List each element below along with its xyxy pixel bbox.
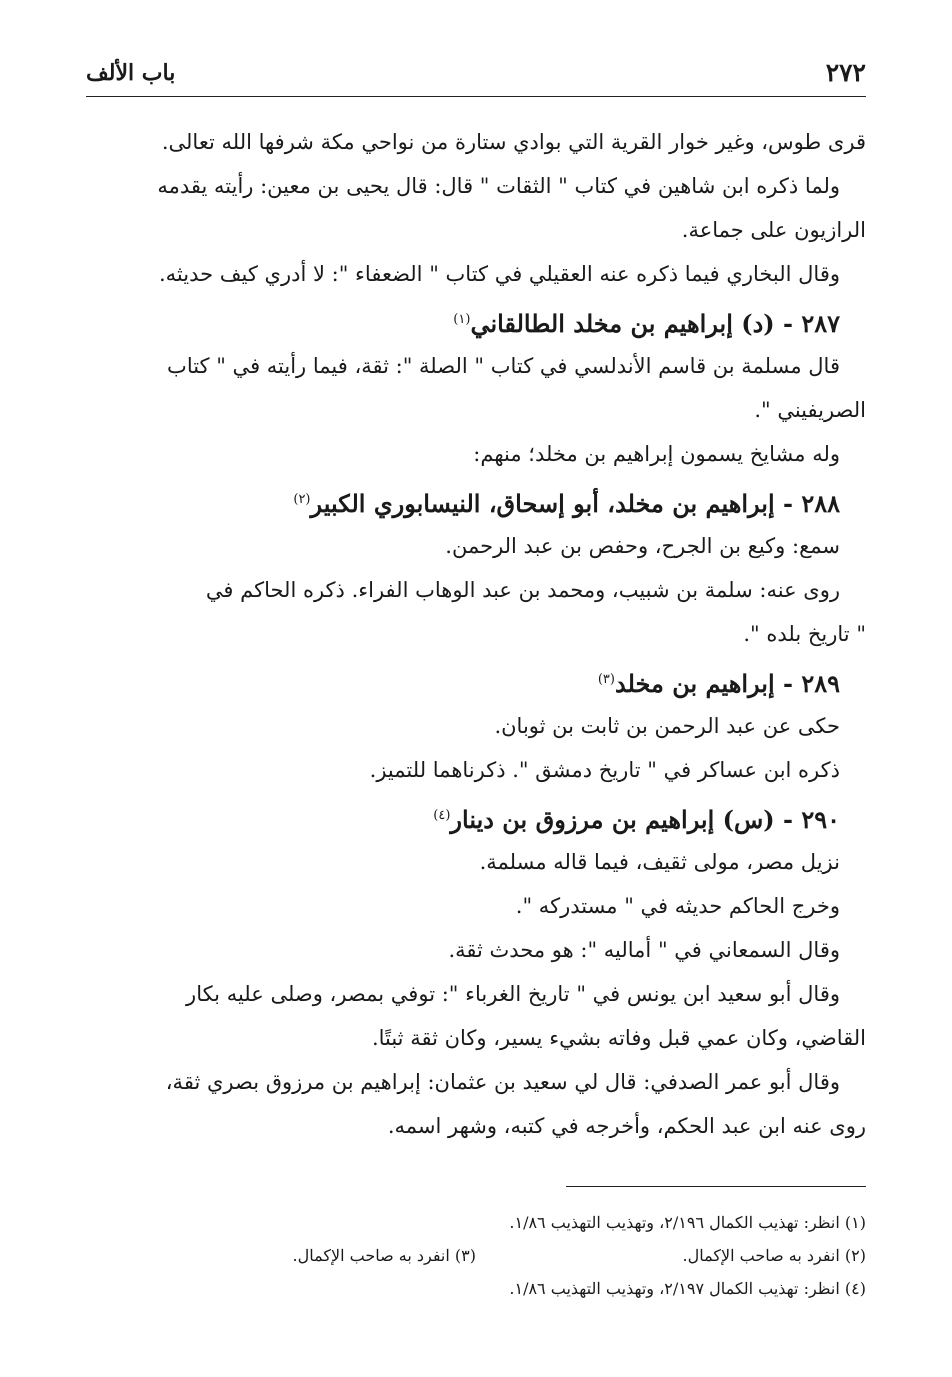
footnote-ref: (٣): [597, 672, 615, 687]
text-line: قال مسلمة بن قاسم الأندلسي في كتاب " الصلة ": ثقة، فيما رأيته في " كتاب: [167, 354, 840, 378]
footnote-1: (١) انظر: تهذيب الكمال ٢/١٩٦، وتهذيب التهذيب ١/٨٦.: [509, 1213, 866, 1232]
text-line: روى عنه ابن عبد الحكم، وأخرجه في كتبه، وشهر اسمه.: [387, 1114, 866, 1138]
footnote-ref: (٢): [293, 492, 311, 507]
text-line: الصريفيني ".: [754, 398, 866, 422]
text-line: ذكره ابن عساكر في " تاريخ دمشق ". ذكرناهما للتميز.: [369, 758, 840, 782]
entry-title: ٢٨٨ - إبراهيم بن مخلد، أبو إسحاق، النيسابوري الكبير: [310, 489, 840, 518]
entry-heading-288: [86, 476, 866, 524]
text-line: وخرج الحاكم حديثه في " مستدركه ".: [515, 894, 840, 918]
text-line: الرازيون على جماعة.: [681, 218, 866, 242]
page-number: ٢٧٢: [825, 58, 866, 87]
text-line: وقال البخاري فيما ذكره عنه العقيلي في كتاب " الضعفاء ": لا أدري كيف حديثه.: [159, 262, 840, 286]
entry-title: ٢٩٠ - (س) إبراهيم بن مرزوق بن دينار: [450, 805, 840, 834]
text-line: قرى طوس، وغير خوار القرية التي بوادي ستارة من نواحي مكة شرفها الله تعالى.: [161, 130, 866, 154]
text-line: روى عنه: سلمة بن شبيب، ومحمد بن عبد الوهاب الفراء. ذكره الحاكم في: [205, 578, 840, 602]
text-line: وله مشايخ يسمون إبراهيم بن مخلد؛ منهم:: [473, 442, 840, 466]
text-line: القاضي، وكان عمي قبل وفاته بشيء يسير، وكان ثقة ثبتًا.: [371, 1026, 866, 1050]
running-title: باب الألف: [86, 60, 176, 86]
footnote-row: [86, 1239, 866, 1272]
footnote-rule: [566, 1186, 866, 1187]
text-line: وقال السمعاني في " أماليه ": هو محدث ثقة.: [448, 938, 840, 962]
entry-title: ٢٨٧ - (د) إبراهيم بن مخلد الطالقاني: [470, 309, 840, 338]
page-header: [86, 58, 866, 94]
footnote-3: (٣) انفرد به صاحب الإكمال.: [292, 1246, 476, 1265]
entry-title: ٢٨٩ - إبراهيم بن مخلد: [614, 669, 840, 698]
text-line: " تاريخ بلده ".: [743, 622, 866, 646]
entry-heading-287: [86, 296, 866, 344]
footnote-4: (٤) انظر: تهذيب الكمال ٢/١٩٧، وتهذيب التهذيب ١/٨٦.: [509, 1279, 866, 1298]
footnote-ref: (١): [453, 312, 471, 327]
header-rule: [86, 96, 866, 97]
text-line: وقال أبو عمر الصدفي: قال لي سعيد بن عثمان: إبراهيم بن مرزوق بصري ثقة،: [165, 1070, 840, 1094]
text-line: حكى عن عبد الرحمن بن ثابت بن ثوبان.: [494, 714, 840, 738]
entry-heading-290: [86, 792, 866, 840]
text-line: نزيل مصر، مولى ثقيف، فيما قاله مسلمة.: [479, 850, 840, 874]
text-line: سمع: وكيع بن الجرح، وحفص بن عبد الرحمن.: [445, 534, 840, 558]
main-text: [86, 120, 866, 1148]
footnote-2: (٢) انفرد به صاحب الإكمال.: [682, 1246, 866, 1265]
footnote-ref: (٤): [433, 808, 451, 823]
entry-heading-289: [86, 656, 866, 704]
text-line: ولما ذكره ابن شاهين في كتاب " الثقات " قال: قال يحيى بن معين: رأيته يقدمه: [157, 174, 840, 198]
text-line: وقال أبو سعيد ابن يونس في " تاريخ الغرباء ": توفي بمصر، وصلى عليه بكار: [186, 982, 840, 1006]
footnotes: [86, 1206, 866, 1305]
